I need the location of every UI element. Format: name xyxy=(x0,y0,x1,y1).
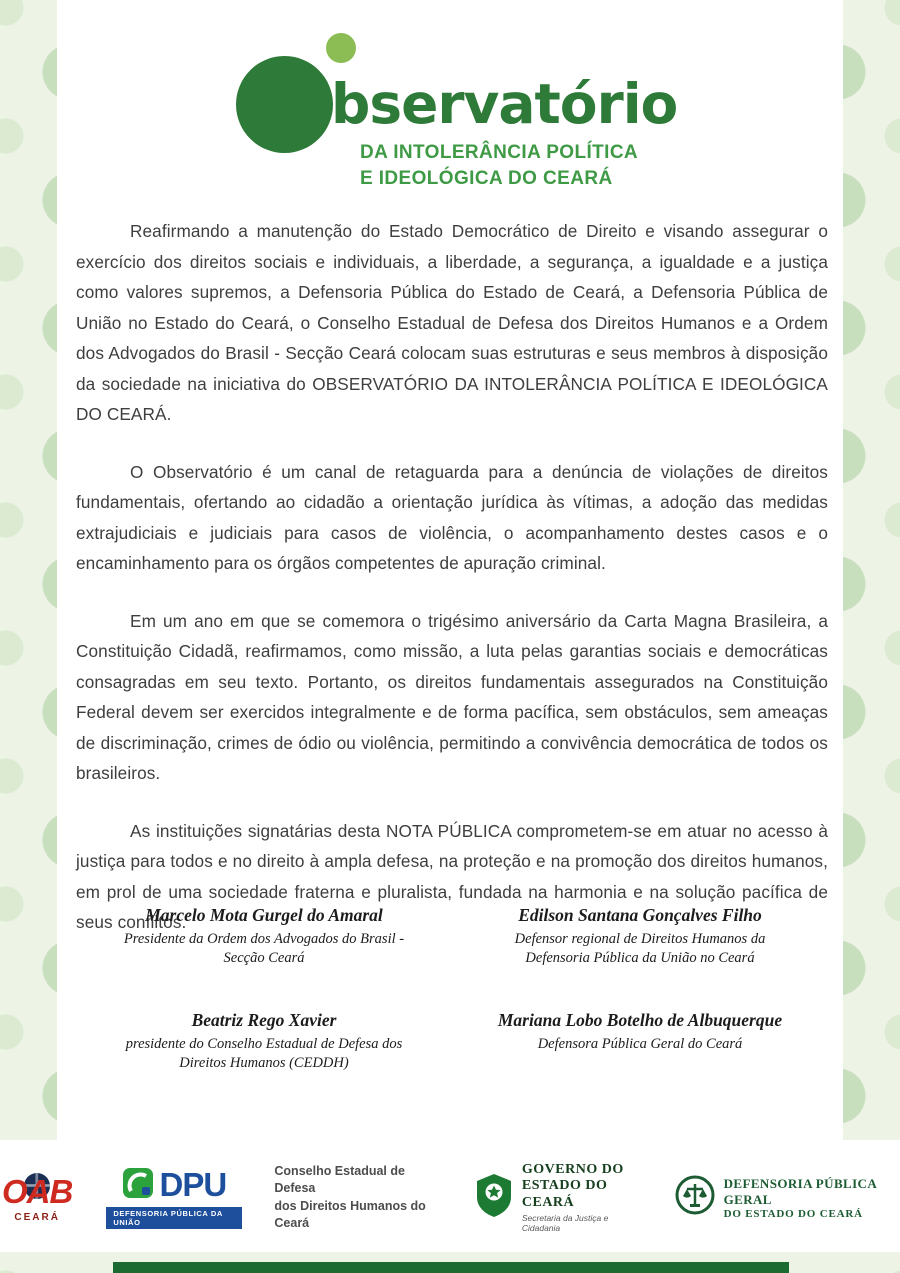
signature-role: Defensor regional de Direitos Humanos da Defensoria Pública da União no Ceará xyxy=(514,931,766,966)
logo-big-circle-icon xyxy=(236,56,333,153)
signature-role: presidente do Conselho Estadual de Defesa dos Direitos Humanos (CEDDH) xyxy=(125,1035,403,1071)
paragraph-2: O Observatório é um canal de retaguarda para a denúncia de violações de direitos fundamentais, ofertando ao cidadão a orientação jurídica às vítimas, a adoção das medidas extrajudiciais e judiciais para casos de violência, o acompanhamento destes casos e o encaminhamento para os órgãos competentes de apuração criminal. xyxy=(76,461,828,573)
logo-wordmark: bservatório xyxy=(331,72,678,136)
dpu-wordmark: DPU xyxy=(159,1166,227,1203)
signature-4 xyxy=(452,1010,828,1073)
logo-subtitle-line2: E IDEOLÓGICA DO CEARÁ xyxy=(360,168,613,189)
note-body xyxy=(76,216,828,965)
paragraph-1: Reafirmando a manutenção do Estado Democrático de Direito e visando assegurar o exercício dos direitos sociais e individuais, a liberdade, a segurança, a igualdade e a justiça como valores supremos, a Defensoria Pública do Estado de Ceará, a Defensoria Pública de União no Estado do Ceará, o Conselho Estadual de Defesa dos Direitos Humanos e a Ordem dos Advogados do Brasil - Secção Ceará colocam suas estruturas e seus membros à disposição da sociedade na iniciativa do OBSERVATÓRIO DA INTOLERÂNCIA POLÍTICA E IDEOLÓGICA DO CEARÁ. xyxy=(76,221,828,424)
ceddh-line2: dos Direitos Humanos do Ceará xyxy=(274,1198,426,1230)
signature-name: Beatriz Rego Xavier xyxy=(191,1009,337,1030)
dpge-line2: DO ESTADO DO CEARÁ xyxy=(723,1207,863,1220)
oab-wordmark: OAB xyxy=(2,1172,73,1210)
signature-role: Defensora Pública Geral do Ceará xyxy=(537,1035,743,1052)
signature-name: Mariana Lobo Botelho de Albuquerque xyxy=(497,1009,783,1030)
dpu-logo xyxy=(106,1166,242,1229)
oab-region-label: CEARÁ xyxy=(14,1211,60,1223)
institution-logos-row xyxy=(0,1150,900,1245)
dpge-logo xyxy=(675,1175,900,1220)
signature-3 xyxy=(76,1010,452,1073)
paragraph-3: Em um ano em que se comemora o trigésimo aniversário da Carta Magna Brasileira, a Constituição Cidadã, reafirmamos, como missão, a luta pelas garantias sociais e democráticas consagradas em seu texto. Portanto, os direitos fundamentais assegurados na Constituição Federal devem ser exercidos integralmente e de forma pacífica, sem obstáculos, sem ameaças de discriminação, crimes de ódio ou violência, permitindo a convivência democrática de todos os brasileiros. xyxy=(76,610,828,783)
governo-line2: ESTADO DO CEARÁ xyxy=(521,1178,608,1210)
dpge-emblem-icon xyxy=(675,1175,715,1220)
governo-ceara-logo xyxy=(475,1162,643,1232)
governo-line1: GOVERNO DO xyxy=(521,1162,624,1178)
signature-name: Marcelo Mota Gurgel do Amaral xyxy=(145,905,383,925)
logo-subtitle xyxy=(360,140,638,192)
bottom-green-bar xyxy=(113,1262,789,1273)
signature-2 xyxy=(452,905,828,968)
signatures-block xyxy=(76,905,828,1072)
dpu-caption: DEFENSORIA PÚBLICA DA UNIÃO xyxy=(106,1207,242,1229)
paragraph-4: As instituições signatárias desta NOTA PÚBLICA comprometem-se em atuar no acesso à justiça para todos e no direito à ampla defesa, na proteção e na promoção dos direitos humanos, em prol de uma sociedade fraterna e pluralista, fundada na harmonia e na solução pacífica de seus conflitos. xyxy=(76,820,828,932)
dpu-icon xyxy=(123,1168,153,1203)
observatorio-logo xyxy=(76,0,828,216)
governo-ceara-emblem-icon xyxy=(475,1172,513,1223)
signature-name: Edilson Santana Gonçalves Filho xyxy=(518,905,762,925)
dpge-line1: DEFENSORIA PÚBLICA GERAL xyxy=(723,1175,877,1207)
oab-logo xyxy=(0,1173,74,1223)
document-content xyxy=(76,0,828,1071)
governo-caption: Secretaria da Justiça e Cidadania xyxy=(521,1212,609,1233)
ceddh-label xyxy=(274,1163,442,1233)
logo-subtitle-line1: DA INTOLERÂNCIA POLÍTICA xyxy=(360,142,639,163)
signature-1 xyxy=(76,905,452,968)
signature-role: Presidente da Ordem dos Advogados do Brasil - Secção Ceará xyxy=(123,931,405,966)
ceddh-line1: Conselho Estadual de Defesa xyxy=(274,1163,405,1195)
